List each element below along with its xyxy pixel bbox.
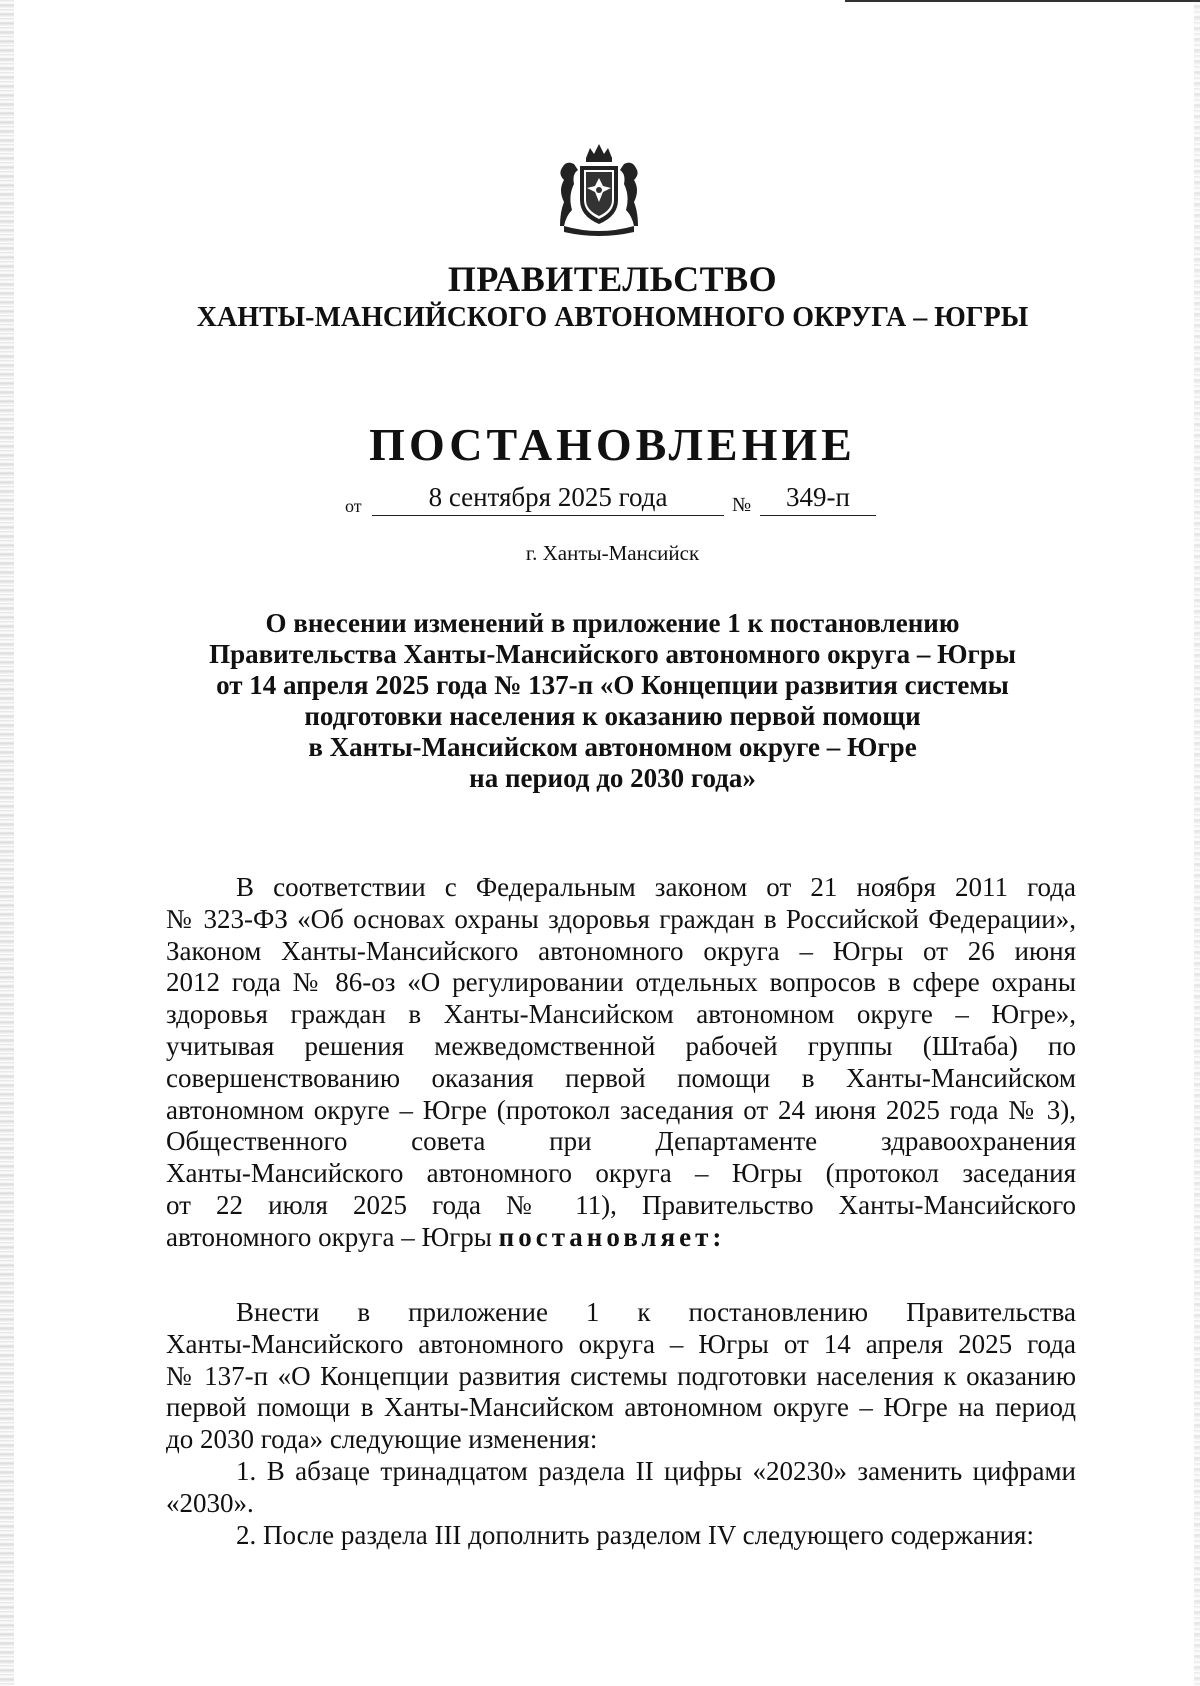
amendment-item-1: 1. В абзаце тринадцатом раздела II цифры «20230» заменить цифрами	[236, 1455, 1076, 1486]
amendment-item-1-continuation: «2030».	[166, 1487, 254, 1518]
preamble-paragraph	[166, 872, 1076, 1254]
decree-word: постановляет:	[498, 1221, 726, 1252]
main-paragraph-line: первой помощи в Ханты-Мансийском автономном округе – Югре на период	[166, 1392, 1076, 1423]
coat-of-arms-emblem	[556, 140, 642, 240]
preamble-line: В соответствии с Федеральным законом от 21 ноября 2011 года	[236, 872, 1076, 902]
main-paragraph-line: Внести в приложение 1 к постановлению Правительства	[236, 1297, 1076, 1327]
scan-edge-right	[1194, 0, 1200, 1686]
subject-line: на период до 2030 года»	[469, 763, 756, 793]
main-paragraph-line: № 137-п «О Концепции развития системы подготовки населения к оказанию	[166, 1360, 1076, 1391]
government-title: ПРАВИТЕЛЬСТВО	[447, 259, 778, 299]
preamble-line: совершенствованию оказания первой помощи в Ханты-Мансийском	[166, 1062, 1076, 1093]
preamble-line: от 22 июля 2025 года № 11), Правительство Ханты-Мансийского	[166, 1189, 1076, 1220]
main-paragraph-line: Ханты-Мансийского автономного округа – Югры от 14 апреля 2025 года	[166, 1328, 1076, 1359]
scan-edge-left	[0, 0, 14, 1686]
preamble-line: Законом Ханты-Мансийского автономного округа – Югры от 26 июня	[166, 935, 1076, 966]
city: г. Ханты-Мансийск	[525, 541, 700, 565]
document-type-heading: ПОСТАНОВЛЕНИЕ	[369, 419, 856, 470]
preamble-last-line	[166, 1222, 1076, 1254]
amendment-item-2: 2. После раздела III дополнить разделом IV следующего содержания:	[236, 1519, 1034, 1550]
main-paragraph	[166, 1297, 1076, 1551]
preamble-line: 2012 года № 86-оз «О регулировании отдельных вопросов в сфере охраны	[166, 967, 1076, 998]
subject-line: Правительства Ханты-Мансийского автономного округа – Югры	[209, 639, 1016, 669]
scan-edge-top	[845, 0, 1200, 2]
document-subject	[0, 608, 1200, 794]
subject-line: подготовки населения к оказанию первой помощи	[304, 701, 921, 731]
date-number-line	[0, 482, 1200, 522]
number-sign: №	[732, 494, 752, 516]
document-number: 349-п	[760, 482, 876, 516]
preamble-last-text: автономного округа – Югры	[166, 1221, 492, 1252]
date-prefix: от	[345, 496, 362, 516]
subject-line: от 14 апреля 2025 года № 137-п «О Концепции развития системы	[216, 670, 1009, 700]
subject-line: О внесении изменений в приложение 1 к постановлению	[265, 608, 960, 638]
preamble-line: здоровья граждан в Ханты-Мансийском автономном округе – Югре»,	[166, 999, 1076, 1030]
preamble-line: автономном округе – Югре (протокол заседания от 24 июня 2025 года № 3),	[166, 1094, 1076, 1125]
subject-line: в Ханты-Мансийском автономном округе – Югре	[308, 732, 917, 762]
preamble-line: Ханты-Мансийского автономного округа – Югры (протокол заседания	[166, 1158, 1076, 1189]
document-date: 8 сентября 2025 года	[372, 482, 724, 516]
preamble-line: учитывая решения межведомственной рабочей группы (Штаба) по	[166, 1030, 1076, 1061]
preamble-line: Общественного совета при Департаменте здравоохранения	[166, 1126, 1076, 1157]
main-paragraph-last-line: до 2030 года» следующие изменения:	[166, 1424, 598, 1455]
preamble-line: № 323-ФЗ «Об основах охраны здоровья граждан в Российской Федерации»,	[166, 903, 1076, 934]
government-subtitle: ХАНТЫ-МАНСИЙСКОГО АВТОНОМНОГО ОКРУГА – ЮГРЫ	[196, 302, 1029, 333]
